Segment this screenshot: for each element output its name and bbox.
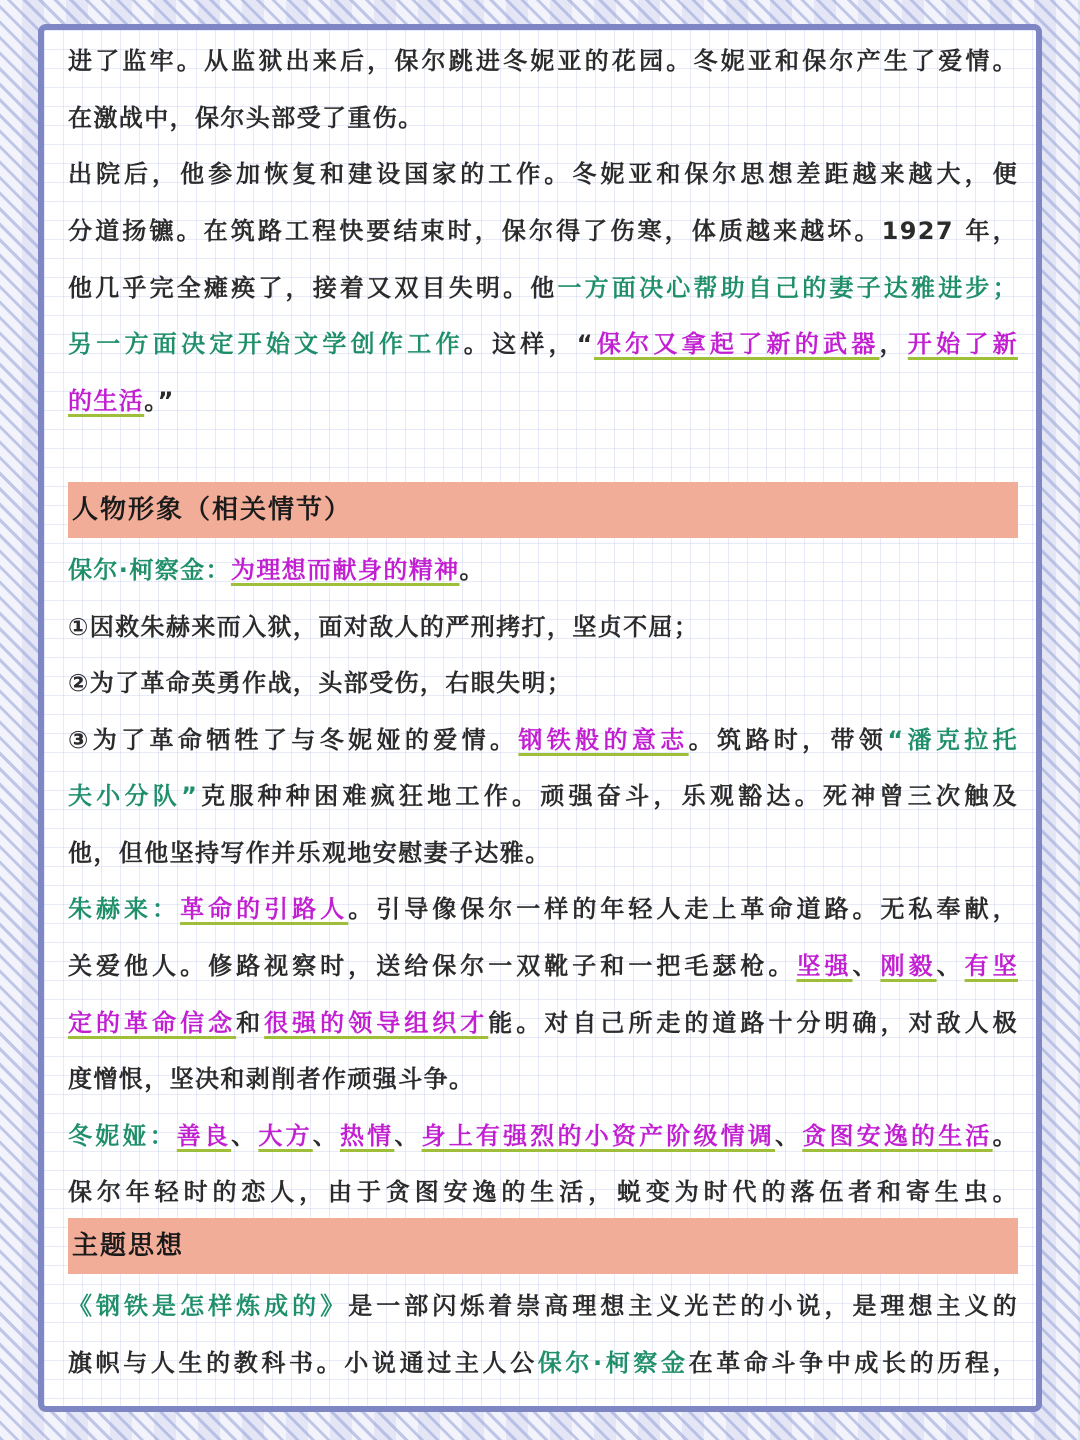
text-line: 《钢铁是怎样炼成的》是一部闪烁着崇高理想主义光芒的小说，是理想主义的 bbox=[68, 1292, 1018, 1320]
highlight-magenta: 定的革命信念 bbox=[68, 1009, 237, 1037]
list-item: ①因救朱赫来而入狱，面对敌人的严刑拷打，坚贞不屈； bbox=[68, 613, 700, 641]
highlight-magenta: 身上有强烈的小资产阶级情调 bbox=[421, 1122, 776, 1150]
text-line: 定的革命信念和很强的领导组织才能。对自己所走的道路十分明确，对敌人极 bbox=[68, 1009, 1018, 1037]
text-line: 在激战中，保尔头部受了重伤。 bbox=[68, 104, 424, 132]
highlight-magenta: 革命的引路人 bbox=[180, 895, 349, 923]
text-line: 旗帜与人生的教科书。小说通过主人公保尔·柯察金在革命斗争中成长的历程， bbox=[68, 1349, 1018, 1377]
highlight-green: 保尔·柯察金 bbox=[537, 1349, 689, 1377]
section-heading-theme: 主题思想 bbox=[68, 1218, 1018, 1274]
note-card bbox=[38, 24, 1042, 1412]
highlight-magenta: 开始了新 bbox=[907, 330, 1018, 358]
highlight-green: 另一方面决定开始文学创作工作 bbox=[68, 330, 464, 358]
highlight-magenta: 保尔又拿起了新的武器 bbox=[593, 330, 880, 358]
text-line: 朱赫来：革命的引路人。引导像保尔一样的年轻人走上革命道路。无私奉献， bbox=[68, 895, 1018, 923]
section-heading-characters: 人物形象（相关情节） bbox=[68, 482, 1018, 538]
highlight-green: 《钢铁是怎样炼成的》 bbox=[68, 1292, 349, 1320]
highlight-magenta: 的生活 bbox=[68, 387, 145, 415]
highlight-magenta: 大方 bbox=[258, 1122, 313, 1150]
highlight-green: 一方面决心帮助自己的妻子达雅进步； bbox=[557, 274, 1018, 302]
text-line: 保尔年轻时的恋人，由于贪图安逸的生活，蜕变为时代的落伍者和寄生虫。 bbox=[68, 1178, 1018, 1206]
text-line: 保尔·柯察金：为理想而献身的精神。 bbox=[68, 556, 485, 584]
highlight-magenta: 善良 bbox=[176, 1122, 232, 1150]
highlight-magenta: 坚强 bbox=[796, 952, 853, 980]
text-line: 的生活。” bbox=[68, 387, 175, 415]
list-item: ②为了革命英勇作战，头部受伤，右眼失明； bbox=[68, 669, 573, 697]
highlight-green: 夫小分队” bbox=[68, 782, 199, 810]
text-line: 分道扬镳。在筑路工程快要结束时，保尔得了伤寒，体质越来越坏。1927 年， bbox=[68, 217, 1018, 245]
character-name: 朱赫来： bbox=[68, 895, 181, 923]
text-line: 进了监牢。从监狱出来后，保尔跳进冬妮亚的花园。冬妮亚和保尔产生了爱情。 bbox=[68, 47, 1018, 75]
highlight-magenta: 贪图安逸的生活 bbox=[802, 1122, 993, 1150]
highlight-magenta: 钢铁般的意志 bbox=[518, 726, 689, 754]
highlight-magenta: 为理想而献身的精神 bbox=[230, 556, 460, 584]
list-item: ③为了革命牺牲了与冬妮娅的爱情。钢铁般的意志。筑路时，带领“潘克拉托 bbox=[68, 726, 1018, 754]
highlight-green: “潘克拉托 bbox=[887, 726, 1018, 754]
highlight-magenta: 刚毅 bbox=[880, 952, 937, 980]
highlight-magenta: 很强的领导组织才 bbox=[264, 1009, 489, 1037]
text-line: 冬妮娅：善良、大方、热情、身上有强烈的小资产阶级情调、贪图安逸的生活。 bbox=[68, 1122, 1018, 1150]
character-name: 冬妮娅： bbox=[68, 1122, 177, 1150]
text-line: 出院后，他参加恢复和建设国家的工作。冬妮亚和保尔思想差距越来越大，便 bbox=[68, 160, 1018, 188]
text-line: 另一方面决定开始文学创作工作。这样，“保尔又拿起了新的武器，开始了新 bbox=[68, 330, 1018, 358]
text-line: 他，但他坚持写作并乐观地安慰妻子达雅。 bbox=[68, 839, 551, 867]
highlight-magenta: 有坚 bbox=[964, 952, 1019, 980]
highlight-magenta: 热情 bbox=[339, 1122, 395, 1150]
text-line: 他几乎完全瘫痪了，接着又双目失明。他一方面决心帮助自己的妻子达雅进步； bbox=[68, 274, 1018, 302]
text-line: 度憎恨，坚决和剥削者作顽强斗争。 bbox=[68, 1065, 475, 1093]
text-line: 夫小分队”克服种种困难疯狂地工作。顽强奋斗，乐观豁达。死神曾三次触及 bbox=[68, 782, 1018, 810]
text-line: 关爱他人。修路视察时，送给保尔一双靴子和一把毛瑟枪。坚强、刚毅、有坚 bbox=[68, 952, 1019, 980]
character-name: 保尔·柯察金： bbox=[68, 556, 231, 584]
